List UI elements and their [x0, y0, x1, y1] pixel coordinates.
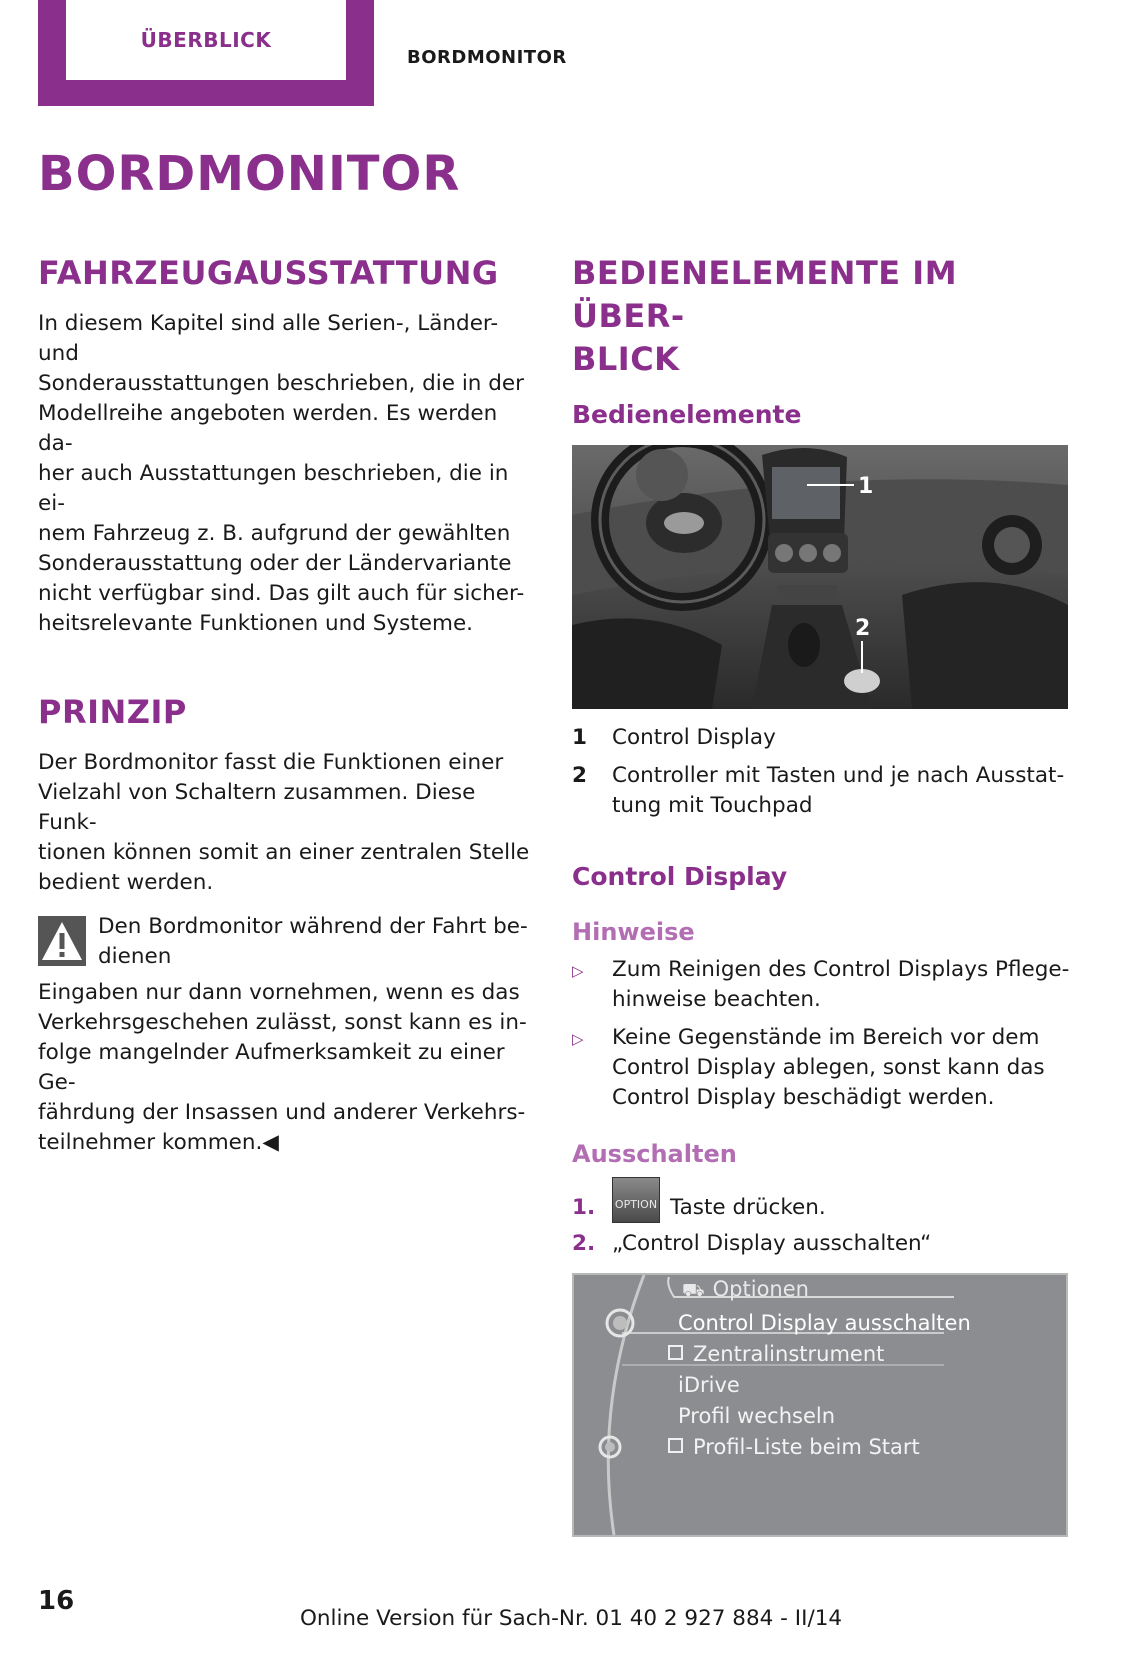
text-line: Controller mit Tasten und je nach Ausstat- [612, 763, 1065, 788]
menu-item-control-display-off[interactable] [678, 1311, 971, 1335]
text-line: Control Display ablegen, sonst kann das [612, 1055, 1045, 1080]
car-icon: ⛟ [682, 1280, 705, 1301]
note-text [612, 1023, 1045, 1113]
text-line: Keine Gegenstände im Bereich vor dem [612, 1025, 1040, 1050]
off-heading: Ausschalten [572, 1140, 737, 1168]
menu-item-idrive[interactable] [678, 1373, 740, 1397]
option-button-icon: OPTION [612, 1177, 660, 1223]
menu-item-label: Profil-Liste beim Start [693, 1435, 920, 1459]
options-menu-screenshot [572, 1273, 1068, 1537]
text-line: Modellreihe angeboten werden. Es werden da- [38, 401, 498, 456]
steps-list [572, 1177, 1072, 1259]
text-line: bedient werden. [38, 870, 214, 895]
page-number: 16 [38, 1586, 75, 1616]
menu-item-label: Control Display ausschalten [678, 1311, 971, 1335]
section-label: BORDMONITOR [407, 47, 567, 68]
principle-heading: PRINZIP [38, 693, 187, 731]
text-line: Sonderausstattungen beschrieben, die in der [38, 371, 524, 396]
notes-list [572, 955, 1072, 1113]
heading-line: BEDIENELEMENTE IM ÜBER- [572, 254, 958, 335]
menu-item-profile-switch[interactable] [678, 1404, 835, 1428]
legend-text [612, 723, 776, 753]
menu-item-label: iDrive [678, 1373, 740, 1397]
legend-number: 2 [572, 763, 587, 788]
text-line: heitsrelevante Funktionen und Systeme. [38, 611, 474, 636]
text-line: Eingaben nur dann vornehmen, wenn es das [38, 980, 520, 1005]
chapter-tab [38, 0, 374, 106]
warning-body [38, 978, 538, 1158]
warning-title [98, 912, 528, 972]
text-line: Den Bordmonitor während der Fahrt be- [98, 914, 528, 939]
triangle-bullet-icon: ▷ [572, 962, 584, 980]
cockpit-photo [572, 445, 1068, 709]
checkbox-icon[interactable] [668, 1438, 683, 1453]
menu-item-zentralinstrument[interactable] [668, 1342, 884, 1366]
chapter-tab-label: ÜBERBLICK [66, 0, 346, 80]
text-line: tionen können somit an einer zentralen Stelle [38, 840, 530, 865]
step-text: Taste drücken. [670, 1195, 826, 1220]
text-line: Zum Reinigen des Control Displays Pflege- [612, 957, 1070, 982]
step-item [572, 1229, 1072, 1259]
menu-title [682, 1277, 809, 1304]
text-line: teilnehmer kommen.◀ [38, 1130, 279, 1155]
text-line: Der Bordmonitor fasst die Funktionen einer [38, 750, 504, 775]
text-line: tung mit Touchpad [612, 793, 813, 818]
menu-item-label: Profil wechseln [678, 1404, 836, 1428]
note-item [572, 955, 1072, 1015]
menu-item-label: Zentralinstrument [693, 1342, 885, 1366]
callout-1: 1 [858, 474, 874, 499]
footer-online-version: Online Version für Sach-Nr. 01 40 2 927 884 - II/14 [299, 1606, 843, 1631]
text-line: In diesem Kapitel sind alle Serien-, Länder- und [38, 311, 499, 366]
menu-title-label: Optionen [712, 1277, 809, 1301]
warning-icon [38, 916, 86, 966]
controls-subheading: Bedienelemente [572, 400, 802, 429]
triangle-bullet-icon: ▷ [572, 1030, 584, 1048]
warning-block [38, 912, 538, 972]
step-number: 1. [572, 1195, 596, 1220]
right-column [572, 252, 1072, 1537]
checkbox-icon[interactable] [668, 1345, 683, 1360]
text-line: fährdung der Insassen und anderer Verkehrs- [38, 1100, 526, 1125]
text-line: Sonderausstattung oder der Ländervariante [38, 551, 512, 576]
legend-item [572, 723, 1072, 753]
text-line: folge mangelnder Aufmerksamkeit zu einer Ge- [38, 1040, 505, 1095]
equipment-heading: FAHRZEUGAUSSTATTUNG [38, 254, 499, 292]
legend-number: 1 [572, 725, 587, 750]
text-line: hinweise beachten. [612, 987, 821, 1012]
note-item [572, 1023, 1072, 1113]
text-line: Verkehrsgeschehen zulässt, sonst kann es in- [38, 1010, 527, 1035]
step-item [572, 1177, 1072, 1223]
text-line: Control Display beschädigt werden. [612, 1085, 995, 1110]
legend-text [612, 761, 1064, 821]
left-column [38, 252, 538, 1158]
text-line: Control Display [612, 725, 776, 750]
step-number: 2. [572, 1231, 596, 1256]
overview-heading [572, 252, 1072, 381]
callout-2: 2 [855, 616, 871, 641]
legend-list [572, 723, 1072, 821]
page-title: BORDMONITOR [38, 146, 461, 202]
control-display-heading: Control Display [572, 862, 788, 891]
text-line: Vielzahl von Schaltern zusammen. Diese Funk- [38, 780, 476, 835]
legend-item [572, 761, 1072, 821]
cockpit-illustration [572, 445, 1068, 709]
text-line: dienen [98, 944, 172, 969]
menu-item-profile-list[interactable] [668, 1435, 920, 1459]
notes-heading: Hinweise [572, 918, 695, 946]
text-line: nem Fahrzeug z. B. aufgrund der gewählten [38, 521, 511, 546]
text-line: nicht verfügbar sind. Das gilt auch für sicher- [38, 581, 525, 606]
text-line: her auch Ausstattungen beschrieben, die in ei- [38, 461, 509, 516]
step-text: „Control Display ausschalten“ [612, 1231, 932, 1256]
principle-paragraph [38, 748, 538, 898]
note-text [612, 955, 1069, 1015]
heading-line: BLICK [572, 340, 680, 378]
equipment-paragraph [38, 309, 538, 639]
